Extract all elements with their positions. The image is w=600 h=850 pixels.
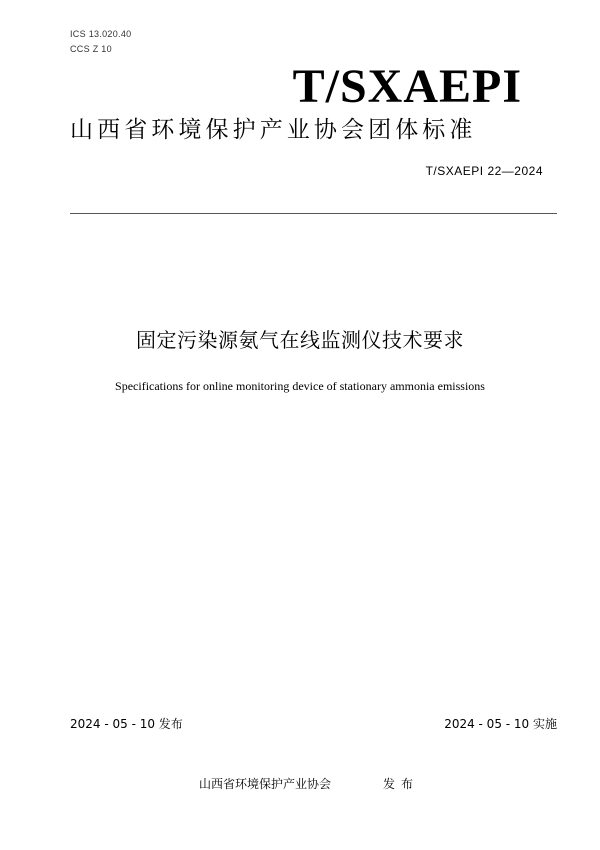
document-title-english: Specifications for online monitoring device of stationary ammonia emissions	[115, 379, 485, 393]
standard-number: T/SXAEPI 22—2024	[425, 164, 543, 178]
implementation-date: 2024 - 05 - 10 实施	[444, 717, 557, 731]
document-title-chinese: 固定污染源氨气在线监测仪技术要求	[136, 328, 464, 352]
ics-code: ICS 13.020.40	[70, 29, 132, 39]
header-divider	[70, 213, 557, 214]
publish-label: 发布	[383, 777, 420, 791]
standard-logo: T/SXAEPI	[292, 60, 522, 113]
ccs-code: CCS Z 10	[70, 44, 112, 54]
publisher-name: 山西省环境保护产业协会	[199, 777, 332, 791]
organization-title: 山西省环境保护产业协会团体标准	[70, 117, 477, 143]
issue-date: 2024 - 05 - 10 发布	[70, 717, 183, 731]
